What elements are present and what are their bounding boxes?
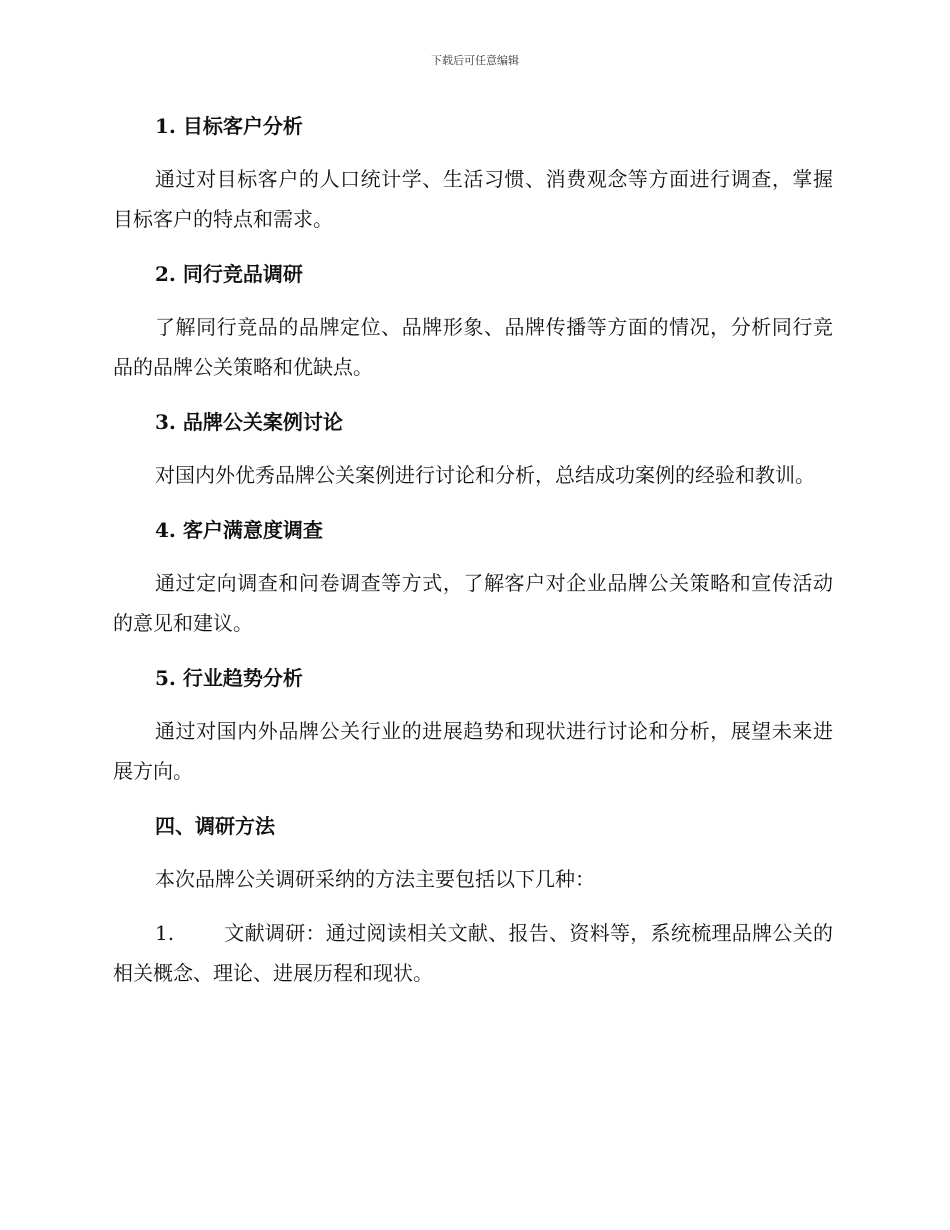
section-heading-case-discussion: 3. 品牌公关案例讨论 [155,410,343,434]
section-body-satisfaction-survey: 通过定向调查和问卷调查等方式，了解客户对企业品牌公关策略和宣传活动的意见和建议。 [113,571,833,635]
page-header: 下载后可任意编辑 [431,54,519,67]
section-body-competitor-research: 了解同行竞品的品牌定位、品牌形象、品牌传播等方面的情况，分析同行竞品的品牌公关策略和优缺点。 [113,315,833,379]
methods-intro: 本次品牌公关调研采纳的方法主要包括以下几种： [155,867,595,891]
section-body-industry-trends: 通过对国内外品牌公关行业的进展趋势和现状进行讨论和分析，展望未来进展方向。 [113,719,833,783]
list-item [113,913,833,993]
section-heading-competitor-research: 2. 同行竞品调研 [155,262,303,286]
section-heading-target-customer: 1. 目标客户分析 [155,114,303,138]
section-heading-satisfaction-survey: 4. 客户满意度调查 [155,518,323,542]
list-item-number: 1. [155,921,175,945]
section-heading-industry-trends: 5. 行业趋势分析 [155,666,303,690]
section-body-case-discussion: 对国内外优秀品牌公关案例进行讨论和分析，总结成功案例的经验和教训。 [155,463,815,487]
methods-heading: 四、调研方法 [155,814,275,838]
section-body-target-customer: 通过对目标客户的人口统计学、生活习惯、消费观念等方面进行调查，掌握目标客户的特点和需求。 [113,167,833,231]
list-item-text: 文献调研：通过阅读相关文献、报告、资料等，系统梳理品牌公关的相关概念、理论、进展历程和现状。 [113,921,833,985]
document-body [113,106,833,993]
